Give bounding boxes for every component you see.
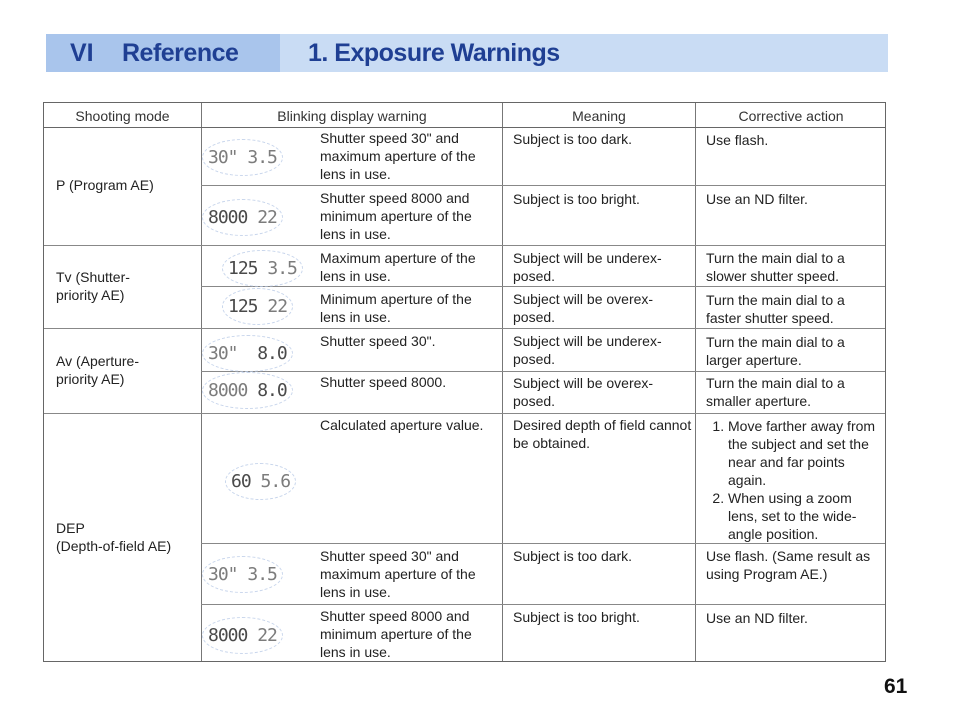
page-title: 1. Exposure Warnings — [308, 39, 560, 67]
warning-text: Shutter speed 8000 and minimum aperture of the lens in use. — [320, 608, 472, 660]
meaning-text: Subject will be underex- posed. — [513, 333, 662, 367]
lcd-aperture: 3.5 — [267, 258, 297, 279]
warning-text: Shutter speed 8000 and minimum aperture of the lens in use. — [320, 190, 472, 242]
row-divider — [201, 543, 885, 544]
warning-text: Shutter speed 30" and maximum aperture of the lens in use. — [320, 548, 476, 600]
lcd-display — [208, 380, 287, 401]
lcd-shutter: 125 — [228, 258, 258, 279]
lcd-display — [208, 564, 277, 585]
blink-rays-icon — [202, 617, 283, 654]
meaning-text: Subject is too dark. — [513, 131, 633, 147]
action-text: Turn the main dial to a larger aperture. — [706, 334, 845, 368]
blink-rays-icon — [202, 199, 283, 236]
row-divider — [44, 413, 885, 414]
header-blinking-display: Blinking display warning — [277, 108, 427, 124]
action-text: Use flash. — [706, 132, 769, 148]
column-divider — [695, 103, 696, 661]
lcd-aperture: 22 — [257, 207, 277, 228]
lcd-shutter: 8000 — [208, 380, 248, 401]
lcd-shutter: 8000 — [208, 625, 248, 646]
warning-text: Shutter speed 8000. — [320, 374, 447, 390]
lcd-shutter: 60 — [231, 471, 251, 492]
lcd-shutter: 8000 — [208, 207, 248, 228]
mode-shutter-priority-ae: Tv (Shutter- priority AE) — [56, 269, 130, 303]
warning-text: Calculated aperture value. — [320, 417, 484, 433]
row-divider — [201, 371, 885, 372]
row-divider — [44, 245, 885, 246]
lcd-display — [208, 343, 287, 364]
lcd-aperture: 5.6 — [260, 471, 291, 492]
meaning-text: Subject is too bright. — [513, 609, 640, 625]
row-divider — [201, 604, 885, 605]
action-item: 2. When using a zoom lens, set to the wide-angle position. — [728, 489, 882, 543]
lcd-aperture: 3.5 — [247, 147, 277, 168]
lcd-display — [208, 207, 277, 228]
warning-text: Minimum aperture of the lens in use. — [320, 291, 472, 325]
blink-rays-icon — [202, 372, 293, 409]
lcd-display — [208, 625, 277, 646]
lcd-shutter: 30" — [208, 147, 238, 168]
meaning-text: Subject will be underex- posed. — [513, 250, 662, 284]
header-divider — [44, 127, 885, 128]
lcd-aperture: 8.0 — [257, 343, 287, 364]
action-item: 1. Move farther away from the subject and set the near and far points again. — [728, 417, 882, 489]
lcd-aperture: 22 — [257, 625, 277, 646]
action-text: Turn the main dial to a smaller aperture. — [706, 375, 845, 409]
mode-aperture-priority-ae: Av (Aperture- priority AE) — [56, 353, 139, 387]
action-list — [706, 417, 882, 543]
lcd-aperture: 22 — [267, 296, 288, 317]
meaning-text: Subject is too dark. — [513, 548, 633, 564]
section-number: VI — [70, 39, 94, 67]
meaning-text: Subject will be overex- posed. — [513, 375, 654, 409]
lcd-aperture: 8.0 — [257, 380, 287, 401]
lcd-display — [208, 147, 277, 168]
page-number: 61 — [884, 675, 908, 698]
row-divider — [201, 185, 885, 186]
lcd-display — [228, 258, 297, 279]
section-tab — [46, 34, 280, 72]
action-text: Use an ND filter. — [706, 191, 808, 207]
lcd-aperture: 3.5 — [247, 564, 277, 585]
warning-text: Shutter speed 30" and maximum aperture of the lens in use. — [320, 130, 476, 182]
row-divider — [201, 286, 885, 287]
lcd-shutter: 30" — [208, 564, 238, 585]
section-name: Reference — [122, 39, 239, 67]
warning-text: Shutter speed 30". — [320, 333, 436, 349]
action-text: Use an ND filter. — [706, 610, 808, 626]
lcd-shutter: 30" — [208, 343, 238, 364]
lcd-display — [231, 471, 290, 492]
mode-program-ae: P (Program AE) — [56, 177, 154, 193]
warning-text: Maximum aperture of the lens in use. — [320, 250, 476, 284]
header-shooting-mode: Shooting mode — [75, 108, 170, 124]
action-text: Turn the main dial to a slower shutter speed. — [706, 250, 845, 284]
blink-rays-icon — [202, 335, 293, 372]
blink-rays-icon — [222, 288, 293, 325]
meaning-text: Subject will be overex- posed. — [513, 291, 654, 325]
blink-rays-icon — [202, 139, 283, 176]
header-corrective-action: Corrective action — [738, 108, 844, 124]
lcd-shutter: 125 — [228, 296, 258, 317]
blink-rays-icon — [222, 250, 303, 287]
mode-dep-ae: DEP (Depth-of-field AE) — [56, 520, 172, 554]
row-divider — [44, 328, 885, 329]
column-divider — [502, 103, 503, 661]
section-header — [46, 34, 888, 72]
header-meaning: Meaning — [572, 108, 626, 124]
meaning-text: Subject is too bright. — [513, 191, 640, 207]
lcd-display — [228, 296, 287, 317]
action-text: Turn the main dial to a faster shutter speed. — [706, 292, 845, 326]
action-text: Use flash. (Same result as using Program AE.) — [706, 548, 871, 582]
blink-rays-icon — [225, 463, 296, 500]
blink-rays-icon — [202, 556, 283, 593]
exposure-warnings-table — [43, 102, 886, 662]
meaning-text: Desired depth of field cannot be obtained. — [513, 417, 692, 451]
